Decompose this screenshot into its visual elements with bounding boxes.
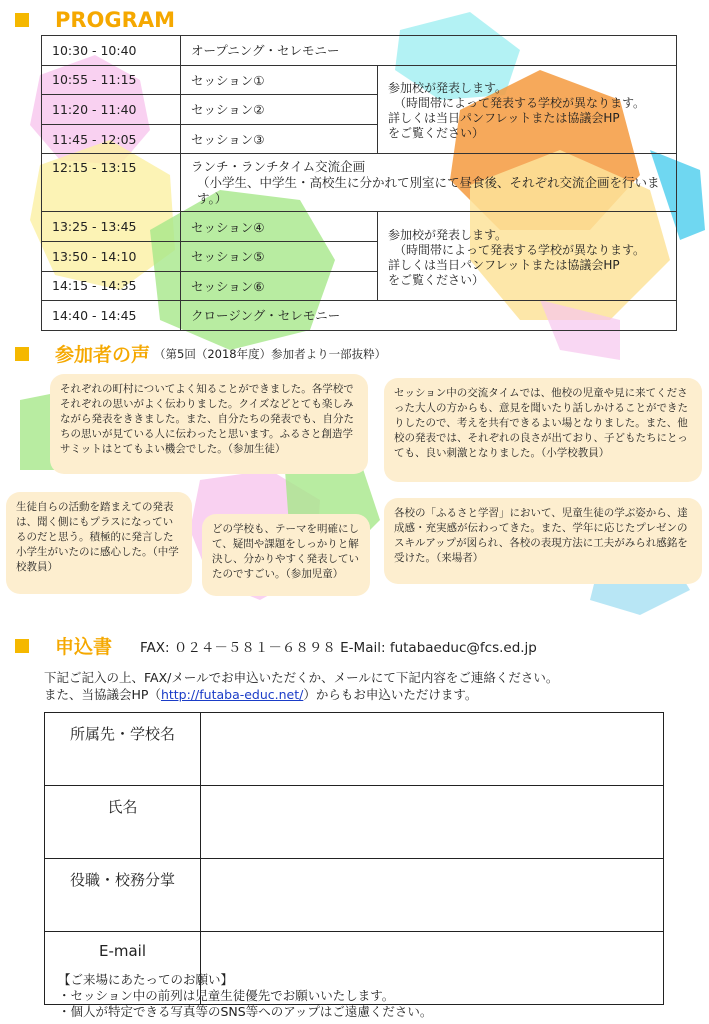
email-label: E-mail	[45, 932, 201, 1005]
application-form	[44, 712, 664, 1005]
time-cell: 10:55 - 11:15	[42, 65, 181, 95]
presentation-note	[378, 212, 677, 301]
time-cell: 13:50 - 14:10	[42, 241, 181, 271]
section-square-icon	[15, 639, 29, 653]
program-title: PROGRAM	[55, 8, 175, 32]
contact-info: FAX: ０２４－５８１－６８９８ E-Mail: futabaeduc@fcs.ed.jp	[140, 639, 537, 656]
affiliation-field[interactable]	[201, 713, 664, 786]
testimonial-text: 各校の「ふるさと学習」において、児童生徒の学ぶ姿から、達成感・充実感が伝わってきた。また、学年に応じたプレゼンのスキルアップが図られ、各校の表現方法に工夫がみられ感銘を受けた。（来場者）	[394, 507, 688, 564]
notes-item: ・個人が特定できる写真等のSNS等へのアップはご遠慮ください。	[58, 1004, 433, 1019]
session-cell: クロージング・セレモニー	[181, 301, 677, 331]
voices-header	[15, 340, 386, 367]
time-cell: 14:40 - 14:45	[42, 301, 181, 331]
session-cell: セッション①	[181, 65, 378, 95]
session-cell: セッション③	[181, 124, 378, 154]
session-cell: セッション②	[181, 95, 378, 125]
session-detail: （小学生、中学生・高校生に分かれて別室にて昼食後、それぞれ交流企画を行います。）	[197, 175, 660, 207]
program-header	[15, 8, 175, 32]
note-line: 詳しくは当日パンフレットまたは協議会HP	[388, 111, 620, 126]
table-row	[42, 154, 677, 212]
testimonial-bubble	[384, 498, 702, 584]
session-cell: セッション⑤	[181, 241, 378, 271]
website-link[interactable]: http://futaba-educ.net/	[160, 687, 304, 702]
table-row	[42, 36, 677, 66]
testimonial-text: それぞれの町村についてよく知ることができました。各学校でそれぞれの思いがよく伝わりました。クイズなどとても楽しみながら発表をききました。また、自分たちの発表でも、自分たちの思いが見ている人に伝わったと思います。ふるさと創造学サミットはとてもよい機会でした。（参加生徒）	[60, 383, 354, 455]
table-row	[42, 65, 677, 95]
testimonial-bubble	[202, 514, 370, 596]
form-row	[45, 859, 664, 932]
session-cell: セッション④	[181, 212, 378, 242]
instruction-line: 下記ご記入の上、FAX/メールでお申込いただくか、メールにて下記内容をご連絡ください。	[44, 670, 559, 685]
testimonial-text: どの学校も、テーマを明確にして、疑問や課題をしっかりと解決し、分かりやすく発表していたのですごい。（参加児童）	[212, 523, 359, 580]
voices-subtitle: （第5回（2018年度）参加者より一部抜粋）	[154, 346, 387, 361]
instruction-text: ）からもお申込いただけます。	[303, 687, 478, 702]
program-table	[41, 35, 677, 331]
lunch-cell	[181, 154, 677, 212]
voices-title: 参加者の声	[55, 344, 151, 366]
visitor-notes	[58, 972, 432, 1020]
note-line: （時間帯によって発表する学校が異なります。	[394, 243, 646, 258]
instruction-line	[44, 686, 558, 703]
time-cell: 12:15 - 13:15	[42, 154, 181, 212]
name-label: 氏名	[45, 786, 201, 859]
instruction-text: また、当協議会HP（	[44, 687, 161, 702]
name-field[interactable]	[201, 786, 664, 859]
session-cell: ランチ・ランチタイム交流企画	[191, 159, 366, 175]
note-line: 参加校が発表します。	[388, 228, 508, 243]
affiliation-label: 所属先・学校名	[45, 713, 201, 786]
note-line: （時間帯によって発表する学校が異なります。	[394, 96, 646, 111]
time-cell: 10:30 - 10:40	[42, 36, 181, 66]
time-cell: 11:20 - 11:40	[42, 95, 181, 125]
note-line: 参加校が発表します。	[388, 81, 508, 96]
position-label: 役職・校務分掌	[45, 859, 201, 932]
position-field[interactable]	[201, 859, 664, 932]
time-cell: 11:45 - 12:05	[42, 124, 181, 154]
time-cell: 14:15 - 14:35	[42, 271, 181, 301]
apply-instructions	[44, 669, 558, 703]
form-row	[45, 713, 664, 786]
session-cell: オープニング・セレモニー	[181, 36, 677, 66]
note-line: をご覧ください）	[388, 273, 485, 288]
time-cell: 13:25 - 13:45	[42, 212, 181, 242]
note-line: 詳しくは当日パンフレットまたは協議会HP	[388, 258, 620, 273]
testimonial-bubble	[6, 492, 192, 594]
session-cell: セッション⑥	[181, 271, 378, 301]
testimonial-text: セッション中の交流タイムでは、他校の児童や見に来てくださった大人の方からも、意見を聞いたり話しかけることができたりしたので、考えを共有できるよい場となりました。また、他校の発表では、それぞれの良さが出ており、子どもたちにとっても、良い刺激となりました。（小学校教員）	[394, 387, 688, 459]
table-row	[42, 301, 677, 331]
testimonial-bubble	[384, 378, 702, 482]
apply-title: 申込書	[55, 636, 113, 658]
notes-heading: 【ご来場にあたってのお願い】	[58, 972, 234, 987]
section-square-icon	[15, 13, 29, 27]
testimonial-bubble	[50, 374, 368, 474]
apply-header	[15, 632, 537, 659]
presentation-note	[378, 65, 677, 154]
notes-item: ・セッション中の前列は児童生徒優先でお願いいたします。	[58, 988, 395, 1003]
table-row	[42, 212, 677, 242]
section-square-icon	[15, 347, 29, 361]
form-row	[45, 786, 664, 859]
note-line: をご覧ください）	[388, 126, 485, 141]
testimonial-text: 生徒自らの活動を踏まえての発表は、聞く側にもプラスになっているのだと思う。積極的に発言した小学生がいたのに感心した。（中学校教員）	[16, 501, 179, 573]
